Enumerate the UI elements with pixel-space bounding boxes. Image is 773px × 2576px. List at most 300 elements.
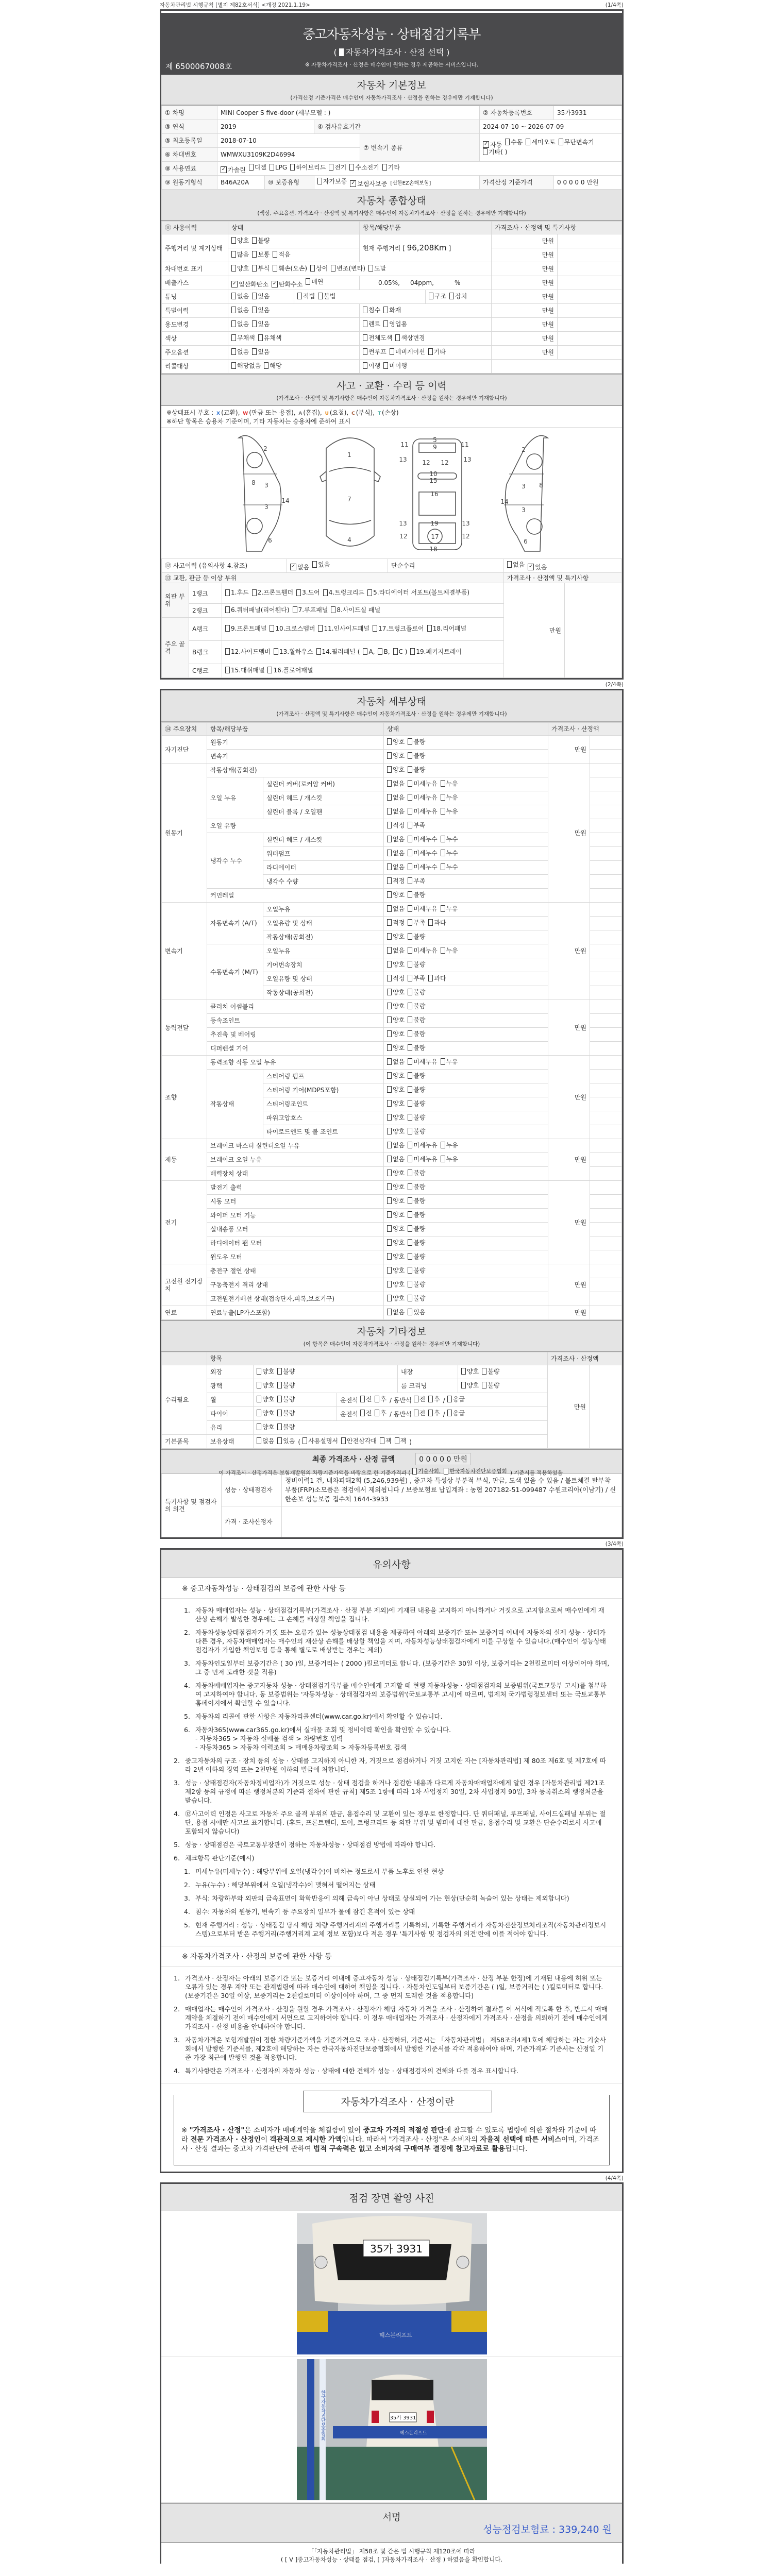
note-cell[interactable]	[558, 234, 622, 248]
checkbox[interactable]	[387, 1044, 405, 1052]
checkbox[interactable]	[408, 1225, 425, 1232]
checkbox-label: 후	[380, 1409, 386, 1417]
checkbox[interactable]	[408, 850, 437, 857]
note-cell[interactable]	[590, 791, 622, 805]
checkbox[interactable]	[252, 320, 270, 328]
checkbox[interactable]	[408, 1003, 425, 1010]
checkbox[interactable]	[441, 808, 458, 815]
checkbox[interactable]	[408, 1058, 437, 1065]
list-item	[174, 2066, 610, 2075]
checkbox[interactable]	[296, 589, 320, 596]
checkbox[interactable]	[408, 1086, 425, 1093]
checkbox[interactable]	[408, 1142, 437, 1149]
checkbox[interactable]	[414, 1396, 426, 1403]
checkbox[interactable]	[277, 1410, 295, 1417]
checkbox[interactable]	[225, 589, 249, 596]
item-number: 5.	[184, 1921, 190, 1929]
checkbox[interactable]	[277, 1368, 295, 1375]
checkbox[interactable]	[264, 362, 281, 369]
checkbox[interactable]	[270, 164, 287, 171]
checkbox[interactable]	[290, 164, 326, 171]
note-cell[interactable]	[590, 903, 622, 917]
checkbox[interactable]	[323, 589, 364, 596]
checkbox[interactable]	[393, 648, 408, 655]
note-cell[interactable]	[590, 1097, 622, 1111]
checkbox[interactable]	[408, 1253, 425, 1260]
note-cell[interactable]	[590, 958, 622, 972]
checkbox[interactable]	[273, 251, 290, 258]
checkbox[interactable]	[387, 933, 405, 940]
note-cell[interactable]	[590, 1000, 622, 1014]
checkbox[interactable]	[252, 265, 270, 272]
checkbox[interactable]	[447, 1410, 465, 1417]
appraiser-opinion[interactable]	[282, 1506, 622, 1537]
detail-heading	[161, 690, 622, 722]
checkbox[interactable]	[252, 251, 270, 258]
checkbox[interactable]	[412, 1467, 441, 1475]
checkbox[interactable]	[231, 265, 249, 272]
note-cell[interactable]	[590, 1167, 622, 1181]
checkbox[interactable]	[441, 850, 458, 857]
checkbox[interactable]	[387, 975, 405, 982]
note-cell[interactable]	[590, 833, 622, 847]
checkbox[interactable]	[252, 348, 270, 355]
note-cell[interactable]	[590, 1264, 622, 1278]
part-number-label: 3	[522, 483, 526, 490]
checkbox[interactable]	[225, 648, 271, 655]
checkbox[interactable]	[277, 1396, 295, 1403]
checkbox[interactable]	[408, 891, 425, 899]
checkbox[interactable]	[387, 1142, 405, 1149]
checkbox[interactable]	[408, 919, 425, 926]
checkbox[interactable]	[293, 606, 328, 614]
label: 주요옵션	[162, 346, 228, 360]
checkbox[interactable]	[408, 989, 425, 996]
checkbox[interactable]	[505, 139, 523, 146]
checkbox[interactable]	[482, 1368, 499, 1375]
checkbox[interactable]	[408, 1128, 425, 1135]
checkbox[interactable]	[441, 947, 458, 954]
checkbox[interactable]	[329, 164, 346, 171]
checkbox[interactable]	[231, 307, 249, 314]
checkbox[interactable]	[387, 989, 405, 996]
checkbox[interactable]	[387, 891, 405, 899]
checkbox-icon	[444, 1468, 448, 1475]
note-cell[interactable]	[590, 1209, 622, 1223]
checkbox[interactable]	[408, 1239, 425, 1246]
checkbox[interactable]	[428, 975, 446, 982]
note-cell[interactable]	[590, 917, 622, 930]
checkbox[interactable]	[231, 362, 261, 369]
checkbox[interactable]	[231, 320, 249, 328]
checkbox-icon	[408, 850, 412, 856]
checkbox[interactable]	[267, 667, 313, 674]
checkbox-icon	[408, 794, 412, 801]
checkbox[interactable]	[395, 334, 425, 342]
checkbox[interactable]	[252, 307, 270, 314]
checkbox[interactable]	[258, 334, 282, 342]
checkbox[interactable]	[408, 1100, 425, 1107]
checkbox[interactable]	[387, 794, 405, 801]
checkbox[interactable]	[257, 1368, 274, 1375]
checkbox-icon	[363, 348, 367, 355]
checkbox[interactable]	[408, 1197, 425, 1205]
checkbox[interactable]	[360, 1396, 372, 1403]
checkbox[interactable]	[390, 348, 425, 355]
checkbox[interactable]	[257, 1410, 274, 1417]
checkbox[interactable]	[408, 794, 437, 801]
checkbox[interactable]	[408, 1309, 425, 1316]
checkbox[interactable]	[408, 905, 437, 912]
checkbox[interactable]	[395, 1437, 407, 1445]
checkbox[interactable]	[441, 863, 458, 871]
checkbox[interactable]	[318, 625, 369, 632]
item-label: 연료누출(LP가스포함)	[207, 1306, 384, 1320]
checkbox[interactable]	[387, 738, 405, 745]
checkbox[interactable]	[408, 1016, 425, 1024]
note-cell[interactable]	[590, 1181, 622, 1195]
note-cell[interactable]	[590, 1028, 622, 1042]
checkbox[interactable]	[221, 166, 246, 174]
note-cell[interactable]	[590, 1223, 622, 1236]
checkbox[interactable]	[363, 320, 380, 328]
checkbox[interactable]	[375, 1410, 386, 1417]
checkbox-icon	[231, 293, 236, 299]
checkbox[interactable]	[387, 1267, 405, 1274]
note-cell[interactable]	[590, 972, 622, 986]
checkbox[interactable]	[483, 141, 502, 148]
note-cell[interactable]	[558, 276, 622, 290]
checkbox[interactable]	[290, 564, 309, 571]
checkbox[interactable]	[297, 293, 315, 300]
checkbox[interactable]	[441, 905, 458, 912]
note-cell[interactable]	[590, 944, 622, 958]
checkbox[interactable]	[408, 877, 425, 885]
checkbox-icon	[387, 975, 392, 981]
checkbox[interactable]	[447, 1396, 465, 1403]
checkbox[interactable]	[387, 1114, 405, 1121]
checkbox[interactable]	[363, 362, 380, 369]
checkbox[interactable]	[387, 1156, 405, 1163]
note-cell[interactable]	[590, 1306, 622, 1320]
checkbox[interactable]	[461, 1368, 479, 1375]
note-cell[interactable]	[558, 304, 622, 318]
note-cell[interactable]	[590, 1125, 622, 1139]
checkbox[interactable]	[387, 1239, 405, 1246]
checkbox[interactable]	[408, 1156, 437, 1163]
checkbox[interactable]	[408, 933, 425, 940]
checkbox[interactable]	[387, 780, 405, 787]
checkbox[interactable]	[225, 625, 266, 632]
checkbox[interactable]	[482, 1382, 499, 1389]
checkbox[interactable]	[441, 1156, 458, 1163]
checkbox[interactable]	[428, 919, 446, 926]
item-text: 자동차성능상태점검자가 거짓 또는 오류가 있는 성능상태점검 내용을 제공하여 아래의 보증기간 또는 보증거리 이내에 자동차의 실제 성능 · 상태가 다른 경우, 자동차매매업자는 매수인의 재산상 손해를 배상할 책임을 지며, 자동차성능상태점검자에게 이를 구상할 수 있습니다.(매수인이 성능상태점검자가 가입한 책임보험 등을 통해 별도로 배상받는 경우는 제외)	[195, 1629, 606, 1654]
checkbox[interactable]	[387, 1281, 405, 1288]
checkbox[interactable]	[441, 794, 458, 801]
checkbox[interactable]	[306, 278, 323, 285]
checkbox[interactable]	[317, 178, 347, 185]
checkbox[interactable]	[249, 164, 266, 171]
checkbox[interactable]	[387, 850, 405, 857]
note-cell[interactable]	[558, 262, 622, 276]
note-cell[interactable]	[558, 290, 622, 304]
checkbox[interactable]	[428, 348, 446, 355]
checkbox[interactable]	[408, 822, 425, 829]
checkbox[interactable]	[427, 625, 466, 632]
checkbox[interactable]	[257, 1423, 274, 1431]
checkbox[interactable]	[387, 863, 405, 871]
checkbox[interactable]	[387, 808, 405, 815]
checkbox[interactable]	[408, 808, 437, 815]
note-cell[interactable]	[590, 1056, 622, 1070]
checkbox[interactable]	[383, 320, 407, 328]
checkbox[interactable]	[316, 648, 360, 655]
checkbox[interactable]	[408, 961, 425, 968]
checkbox[interactable]	[231, 293, 249, 300]
checkbox[interactable]	[257, 1437, 274, 1445]
checkbox[interactable]	[231, 348, 249, 355]
checkbox[interactable]	[225, 606, 290, 614]
note-cell[interactable]	[590, 764, 622, 777]
checkbox[interactable]	[387, 947, 405, 954]
checkbox[interactable]	[257, 1396, 274, 1403]
checkbox[interactable]	[441, 1142, 458, 1149]
checkbox[interactable]	[441, 780, 458, 787]
checkbox[interactable]	[444, 1467, 507, 1475]
checkbox[interactable]	[387, 1086, 405, 1093]
checkbox[interactable]	[252, 589, 293, 596]
checkbox[interactable]	[383, 307, 401, 314]
checkbox[interactable]	[375, 1396, 386, 1403]
checkbox[interactable]	[387, 905, 405, 912]
checkbox[interactable]	[387, 1309, 405, 1316]
checkbox[interactable]	[408, 836, 437, 843]
checkbox[interactable]	[312, 561, 330, 568]
checkbox[interactable]	[387, 1128, 405, 1135]
checkbox[interactable]	[408, 1170, 425, 1177]
checkbox[interactable]	[387, 1003, 405, 1010]
checkbox[interactable]	[528, 564, 547, 571]
checkbox[interactable]	[483, 148, 507, 156]
checkbox[interactable]	[461, 1382, 479, 1389]
checkbox[interactable]	[387, 1253, 405, 1260]
checkbox[interactable]	[272, 281, 303, 288]
note-cell[interactable]	[590, 930, 622, 944]
checkbox[interactable]	[387, 1100, 405, 1107]
checkbox[interactable]	[349, 164, 379, 171]
state-options	[384, 1209, 548, 1223]
checkbox[interactable]	[429, 293, 446, 300]
checkbox[interactable]	[441, 836, 458, 843]
section-subtitle: (가격산정 기준가격은 매수인이 자동차가격조사 · 산정을 원하는 경우에만 기재합니다)	[290, 95, 493, 101]
checkbox[interactable]	[383, 362, 407, 369]
checkbox[interactable]	[363, 648, 375, 655]
note-cell[interactable]	[565, 583, 622, 678]
checkbox[interactable]	[387, 1225, 405, 1232]
note-cell[interactable]	[590, 861, 622, 875]
checkbox[interactable]	[387, 919, 405, 926]
checkbox[interactable]	[387, 877, 405, 885]
checkbox[interactable]	[387, 961, 405, 968]
item-text: 누유(누수) : 해당부위에서 오일(냉각수)이 맺혀서 떨어지는 상태	[195, 1881, 376, 1889]
checkbox[interactable]	[310, 265, 328, 272]
checkbox[interactable]	[387, 1183, 405, 1191]
checkbox-icon[interactable]	[339, 48, 344, 56]
checkbox[interactable]	[341, 1437, 377, 1445]
checkbox[interactable]	[387, 836, 405, 843]
note-cell[interactable]	[590, 1365, 622, 1449]
note-cell[interactable]	[590, 1236, 622, 1250]
checkbox[interactable]	[408, 1114, 425, 1121]
checkbox[interactable]	[363, 334, 392, 342]
checkbox[interactable]	[363, 307, 380, 314]
checkbox[interactable]	[387, 766, 405, 773]
checkbox[interactable]	[380, 1437, 392, 1445]
checkbox[interactable]	[360, 1410, 372, 1417]
note-cell[interactable]	[590, 736, 622, 750]
note-cell[interactable]	[558, 346, 622, 360]
checkbox[interactable]	[277, 1382, 295, 1389]
checkbox[interactable]	[387, 1295, 405, 1302]
checkbox-label: 양호	[393, 1030, 405, 1038]
checkbox[interactable]	[414, 1410, 426, 1417]
checkbox[interactable]	[382, 164, 400, 171]
checkbox[interactable]	[273, 265, 307, 272]
checkbox[interactable]	[378, 648, 390, 655]
checkbox[interactable]	[408, 752, 425, 759]
checkbox-label: 전	[419, 1395, 426, 1403]
note-cell[interactable]	[590, 1083, 622, 1097]
checkbox[interactable]	[408, 766, 425, 773]
checkbox[interactable]	[387, 1072, 405, 1079]
item-text: 중고자동차의 구조 · 장치 등의 성능 · 상태를 고지하지 아니한 자, 거짓으로 점검하거나 거짓 고지한 자는 [자동차관리법] 제 80조 제6호 및 제7호에 따라 2년 이하의 징역 또는 2천만원 이하의 벌금에 처합니다.	[185, 1757, 607, 1773]
note-cell[interactable]	[590, 1014, 622, 1028]
checkbox[interactable]	[428, 1410, 440, 1417]
checkbox[interactable]	[277, 1423, 295, 1431]
checkbox-icon	[408, 1072, 412, 1079]
checkbox[interactable]	[387, 1058, 405, 1065]
note-cell[interactable]	[590, 889, 622, 903]
checkbox[interactable]	[526, 139, 555, 146]
checkbox[interactable]	[408, 1030, 425, 1038]
checkbox[interactable]	[350, 180, 387, 188]
checkbox[interactable]	[387, 1170, 405, 1177]
checkbox[interactable]	[408, 863, 437, 871]
checkbox[interactable]	[559, 139, 594, 146]
subgroup-label: 작동상태	[207, 1070, 263, 1139]
checkbox-icon	[231, 265, 236, 272]
checkbox[interactable]	[408, 738, 425, 745]
part-number-label: 16	[430, 490, 439, 498]
checkbox[interactable]	[408, 1183, 425, 1191]
item-label: 스티어링조인트	[263, 1097, 384, 1111]
checkbox[interactable]	[318, 293, 335, 300]
checkbox[interactable]	[387, 752, 405, 759]
checkbox[interactable]	[410, 648, 462, 655]
checkbox[interactable]	[408, 1072, 425, 1079]
checkbox[interactable]	[408, 1211, 425, 1218]
checkbox[interactable]	[387, 1016, 405, 1024]
checkbox[interactable]	[387, 1197, 405, 1205]
note-cell[interactable]	[590, 875, 622, 889]
checkbox[interactable]	[225, 667, 264, 674]
checkbox[interactable]	[331, 606, 380, 614]
checkbox[interactable]	[303, 1437, 338, 1445]
checkbox[interactable]	[507, 561, 525, 568]
note-cell[interactable]	[590, 777, 622, 791]
checkbox[interactable]	[408, 1267, 425, 1274]
checkbox[interactable]	[408, 947, 437, 954]
checkbox[interactable]	[428, 1396, 440, 1403]
checkbox[interactable]	[368, 265, 386, 272]
checkbox[interactable]	[367, 589, 469, 596]
checkbox[interactable]	[387, 822, 405, 829]
checkbox-label: 일산화탄소	[239, 280, 268, 288]
checkbox[interactable]	[252, 293, 270, 300]
checkbox[interactable]	[373, 625, 424, 632]
checkbox-icon	[408, 1044, 412, 1051]
note-cell[interactable]	[590, 1250, 622, 1264]
note-cell[interactable]	[590, 1292, 622, 1306]
checkbox-label: 적법	[303, 292, 315, 300]
note-cell[interactable]	[590, 1153, 622, 1167]
checkbox[interactable]	[387, 1030, 405, 1038]
checkbox[interactable]	[408, 780, 437, 787]
checkbox[interactable]	[408, 1295, 425, 1302]
note-cell[interactable]	[590, 847, 622, 861]
checkbox-icon	[408, 1197, 412, 1204]
checkbox[interactable]	[408, 1281, 425, 1288]
checkbox[interactable]	[270, 625, 315, 632]
note-cell[interactable]	[590, 1195, 622, 1209]
note-cell[interactable]	[558, 332, 622, 346]
checkbox[interactable]	[252, 237, 270, 244]
checkbox[interactable]	[363, 348, 386, 355]
item-label: 발전기 출력	[207, 1181, 384, 1195]
checkbox[interactable]	[274, 648, 313, 655]
item-label: 등속조인트	[207, 1014, 384, 1028]
checkbox[interactable]	[231, 334, 255, 342]
part-number-label: 12	[462, 533, 470, 540]
note-cell[interactable]	[590, 1139, 622, 1153]
checkbox[interactable]	[408, 1044, 425, 1052]
note-cell[interactable]	[590, 1111, 622, 1125]
part-number-label: 14	[500, 498, 509, 505]
note-cell[interactable]	[590, 805, 622, 819]
checkbox[interactable]	[231, 237, 249, 244]
checkbox[interactable]	[257, 1382, 274, 1389]
checkbox[interactable]	[231, 281, 268, 288]
note-cell[interactable]	[590, 1070, 622, 1083]
note-cell[interactable]	[590, 1278, 622, 1292]
checkbox[interactable]	[441, 1058, 458, 1065]
note-cell[interactable]	[590, 986, 622, 1000]
note-cell[interactable]	[558, 318, 622, 332]
note-cell[interactable]	[558, 248, 622, 262]
checkbox[interactable]	[277, 1437, 295, 1445]
checkbox[interactable]	[408, 975, 425, 982]
checkbox[interactable]	[331, 265, 365, 272]
note-cell[interactable]	[590, 1042, 622, 1056]
checkbox-icon	[387, 850, 392, 856]
checkbox[interactable]	[387, 1211, 405, 1218]
checkbox[interactable]	[449, 293, 467, 300]
note-cell[interactable]	[590, 750, 622, 764]
note-cell[interactable]	[590, 819, 622, 833]
checkbox[interactable]	[231, 251, 249, 258]
checkbox-label: 도말	[374, 264, 386, 272]
